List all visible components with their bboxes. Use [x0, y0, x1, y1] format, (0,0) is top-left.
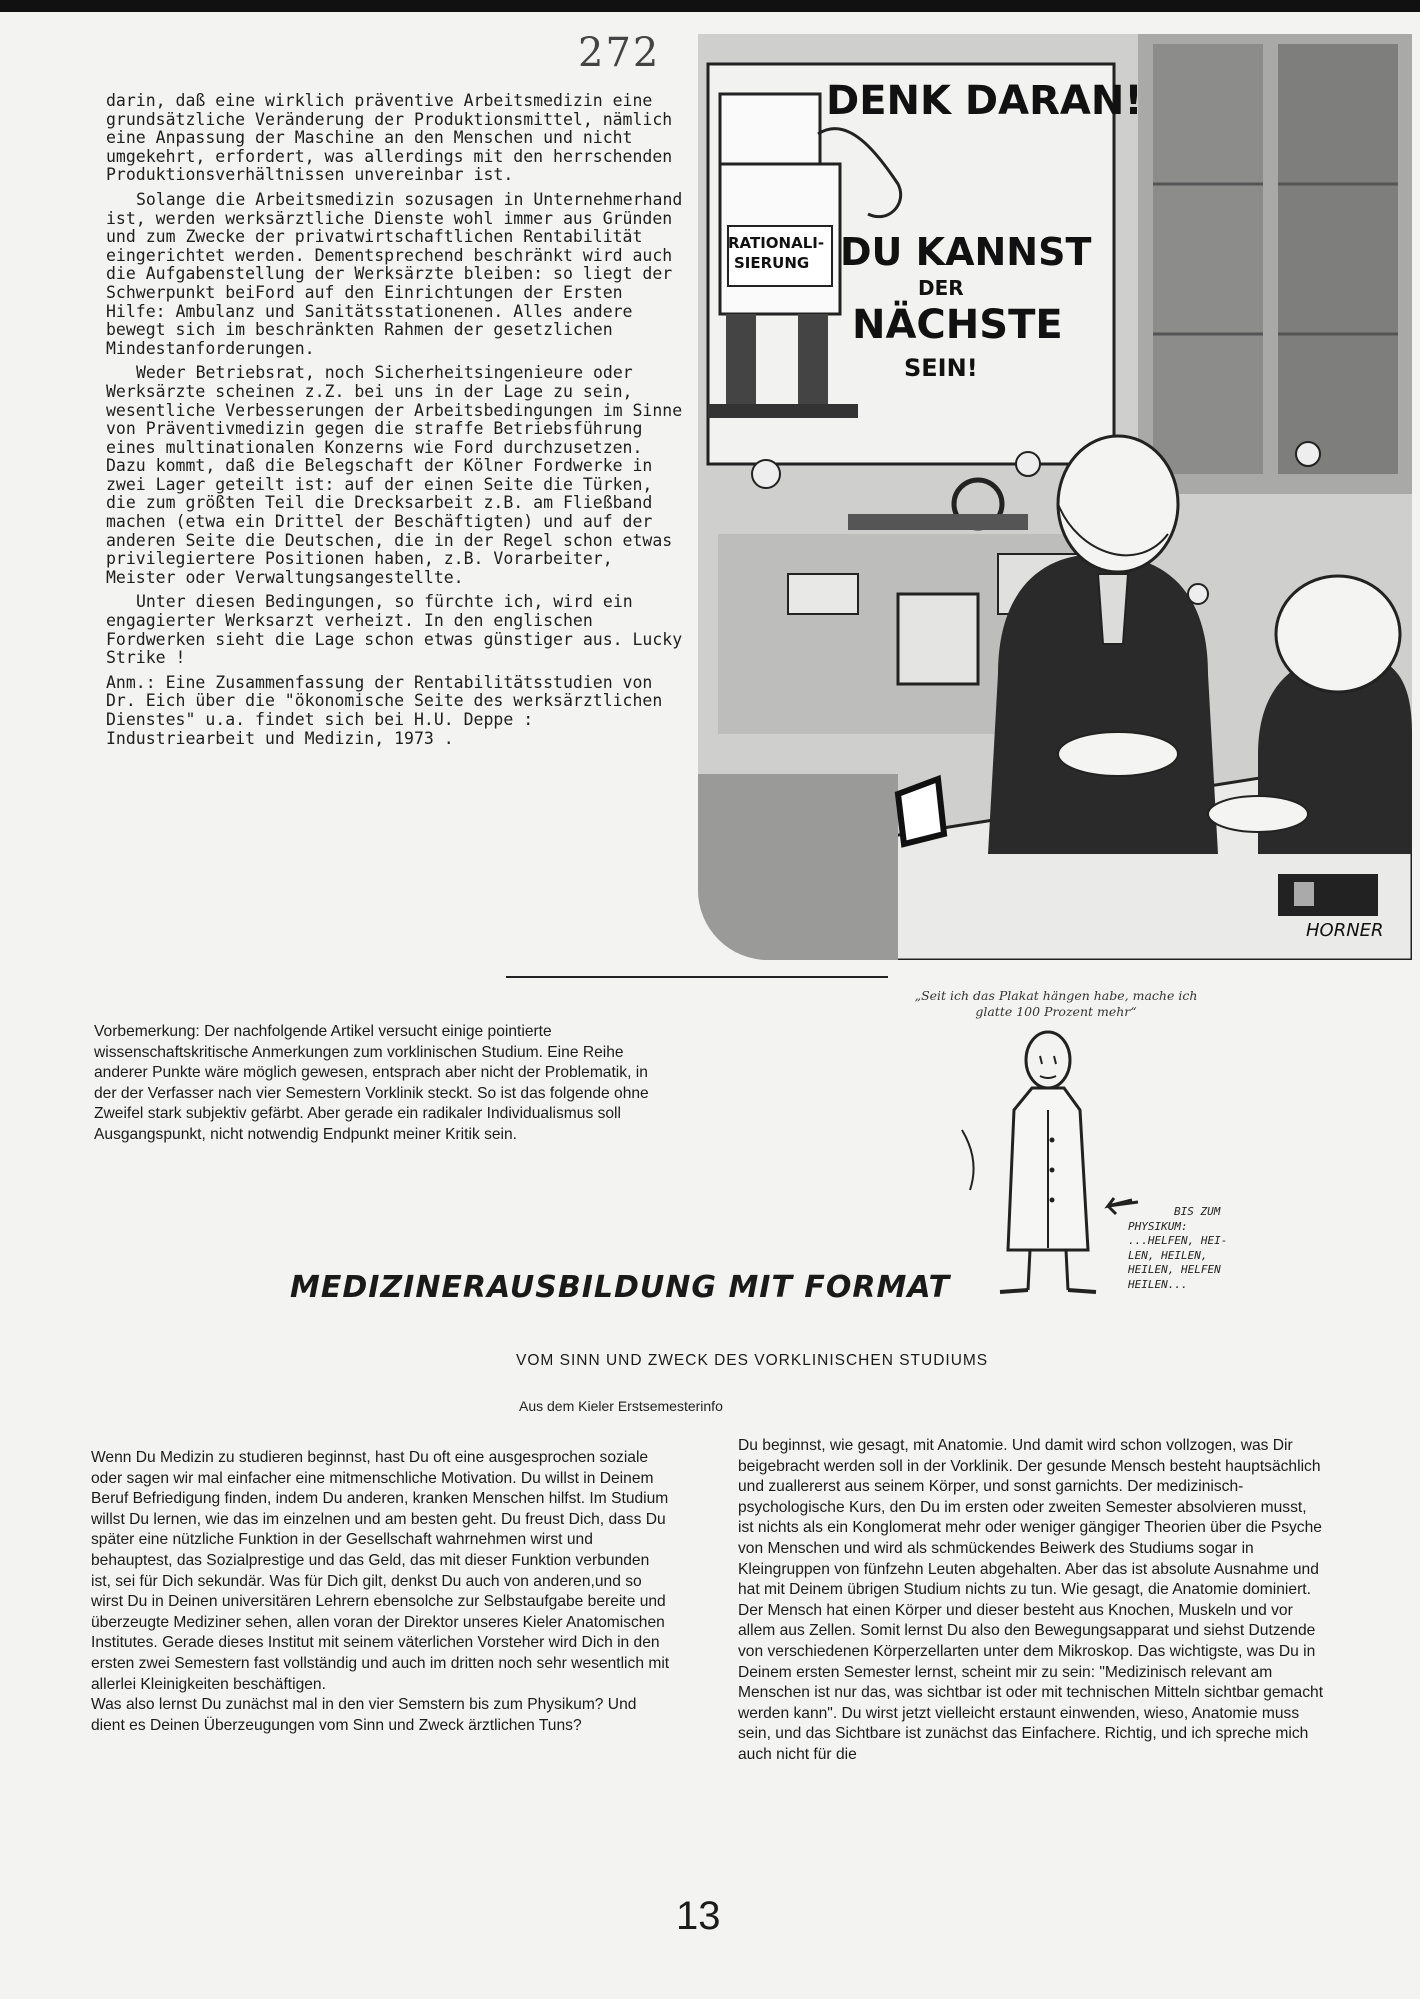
doctor-note-line: PHYSIKUM: [1128, 1219, 1188, 1233]
poster-slogan-line: NÄCHSTE [852, 302, 1063, 348]
article-right-column [738, 1436, 1326, 1766]
top-article-note: Anm.: Eine Zusammenfassung der Rentabilitätsstudien von Dr. Eich über die "ökonomische Seite des werksärztlichen Dienstes" u.a. findet sich bei H.U. Deppe : Industriearbeit und Medizin, 1973 . [106, 672, 663, 748]
doctor-note-line: LEN, HEILEN, [1128, 1248, 1208, 1262]
preliminary-remark: Vorbemerkung: Der nachfolgende Artikel versucht einige pointierte wissenschaftskritische Anmerkungen zum vorklinischen Studium. Eine Reihe anderer Punkte wäre möglich gewesen, entsprach aber nicht der Problematik, in der der Verfasser nach vier Semestern Vorklinik steckt. So ist das folgende ohne Zweifel stark subjektiv gefärbt. Aber gerade ein radikaler Individualismus soll Ausgangspunkt, nicht notwendig Endpunkt meiner Kritik sein. [94, 1023, 649, 1143]
section-divider [506, 976, 888, 978]
top-article-paragraph: Unter diesen Bedingungen, so fürchte ich, wird ein engagierter Werksarzt verheizt. In den englischen Fordwerken sieht die Lage schon etwas günstiger aus. Lucky Strike ! [106, 592, 683, 668]
page-number: 13 [676, 1894, 721, 1938]
article-paragraph: Wenn Du Medizin zu studieren beginnst, hast Du oft eine ausgesprochen soziale oder sagen wir mal einfacher eine mitmenschliche Motivation. Du willst in Deinem Beruf Befriedigung finden, indem Du anderen, kranken Menschen hilfst. Im Studium willst Du lernen, wie das im einzelnen und am besten geht. Du freust Dich, dass Du später eine nützliche Funktion in der Gesellschaft wahrnehmen wirst und behauptest, das Sozialprestige und das Geld, das mit dieser Funktion verbunden ist, sei für Dich sekundär. Was für Dich gilt, denkst Du auch von anderen,und so wirst Du in Deinen universitären Lehrern ebensolche zur Selbstaufgabe bereite und überzeugte Mediziner sehen, allen voran der Direktor unseres Kieler Anatomischen Institutes. Gerade dieses Institut mit seinem väterlichen Vorsteher wird Dich in den ersten zwei Semestern fast vollständig und auch im dritten noch sehr wesentlich mit allerlei Kleinigkeiten beschäftigen. [91, 1449, 670, 1693]
handwritten-page-number: 272 [578, 30, 661, 76]
article-left-column [91, 1448, 671, 1736]
top-article-paragraph: Solange die Arbeitsmedizin sozusagen in Unternehmerhand ist, werden werksärztliche Dienste wohl immer aus Gründen und zum Zwecke der privatwirtschaftlichen Rentabilität eingerichtet werden. Dementsprechend beschränkt wird auch die Aufgabenstellung der Werksärzte bleiben: so liegt der Schwerpunkt beiFord auf den Einrichtungen der Ersten Hilfe: Ambulanz und Sanitätsstationenen. Alles andere bewegt sich im beschränkten Rahmen der gesetzlichen Mindestanforderungen. [106, 189, 683, 358]
top-article-column [106, 92, 686, 754]
poster-headline: DENK DARAN! [826, 78, 1143, 124]
article-source: Aus dem Kieler Erstsemesterinfo [519, 1398, 723, 1414]
scan-top-edge [0, 0, 1420, 12]
cartoonist-signature: HORNER [1306, 920, 1384, 941]
article-subheadline: VOM SINN UND ZWECK DES VORKLINISCHEN STUDIUMS [516, 1352, 989, 1369]
doctor-sketch [940, 1020, 1140, 1320]
doctor-note-line: BIS ZUM [1174, 1205, 1221, 1218]
cartoon-drawing [698, 34, 1412, 960]
doctor-note [1128, 1205, 1278, 1292]
poster-slogan-line: SEIN! [904, 354, 978, 382]
machine-label-line: RATIONALI- [728, 234, 825, 252]
poster-slogan-line: DU KANNST [840, 230, 1092, 274]
cartoon-caption: „Seit ich das Plakat hängen habe, mache ich glatte 100 Prozent mehr“ [914, 988, 1198, 1019]
poster-slogan-line: DER [918, 276, 964, 300]
doctor-note-line: ...HELFEN, HEI- [1128, 1234, 1228, 1247]
top-article-paragraph: Weder Betriebsrat, noch Sicherheitsingenieure oder Werksärzte scheinen z.Z. bei uns in der Lage zu sein, wesentliche Verbesserungen der Arbeitsbedingungen im Sinne von Präventivmedizin gegen die straffe Betriebsführung eines multinationalen Konzerns wie Ford durchzusetzen. Dazu kommt, daß die Belegschaft der Kölner Fordwerke in zwei Lager geteilt ist: auf der einen Seite die Türken, die zum größten Teil die Drecksarbeit z.B. am Fließband machen (etwa ein Drittel der Beschäftigten) und auf der anderen Seite die Deutschen, die in der Regel schon etwas privilegiertere Positionen haben, z.B. Vorarbeiter, Meister oder Verwaltungsangestellte. [106, 363, 683, 587]
factory-cartoon [698, 34, 1412, 960]
article-paragraph: Du beginnst, wie gesagt, mit Anatomie. Und damit wird schon vollzogen, was Dir beigebracht werden soll in der Vorklinik. Der gesunde Mensch besteht hauptsächlich und zuallererst aus seinem Körper, und sonst garnichts. Der medizinisch-psychologische Kurs, den Du im ersten oder zweiten Semester absolvieren musst, ist nichts als ein Konglomerat mehr oder weniger gängiger Theorien über die Psyche von Menschen und wird als schmückendes Beiwerk des Studiums sogar in Kleingruppen von fünfzehn Leuten abgehalten. Aber das ist absolute Ausnahme und hat mit Deinem übrigen Studium nichts zu tun. Wie gesagt, die Anatomie dominiert. Der Mensch hat einen Körper und dieser besteht aus Knochen, Muskeln und vor allem aus Zellen. Somit lernst Du also den Bewegungsapparat und siehst Dutzende von verschiedenen Körperzellarten unter dem Mikroskop. Das wichtigste, was Du in Deinem ersten Semester lernst, scheint mir zu sein: "Medizinisch relevant am Menschen ist nur das, was sichtbar ist oder mit technischen Mitteln sichtbar gemacht werden kann". Du wirst jetzt vielleicht erstaunt einwenden, wieso, Anatomie muss sein, und das Sichtbare ist zunächst das Einfachere. Richtig, und ich spreche mich auch nicht für die [738, 1437, 1324, 1763]
article-paragraph: Was also lernst Du zunächst mal in den vier Semstern bis zum Physikum? Und dient es Deinen Überzeugungen vom Sinn und Zweck ärztlichen Tuns? [91, 1696, 637, 1734]
doctor-note-line: HEILEN, HELFEN [1128, 1263, 1221, 1276]
doctor-note-line: HEILEN... [1128, 1277, 1188, 1291]
machine-label-line: SIERUNG [734, 254, 810, 272]
top-article-paragraph: darin, daß eine wirklich präventive Arbeitsmedizin eine grundsätzliche Veränderung der Produktionsmittel, nämlich eine Anpassung der Maschine an den Menschen und nicht umgekehrt, erfordert, was allerdings mit den herrschenden Produktionsverhältnissen unvereinbar ist. [106, 91, 673, 185]
article-headline: MEDIZINERAUSBILDUNG MIT FORMAT [290, 1270, 951, 1305]
